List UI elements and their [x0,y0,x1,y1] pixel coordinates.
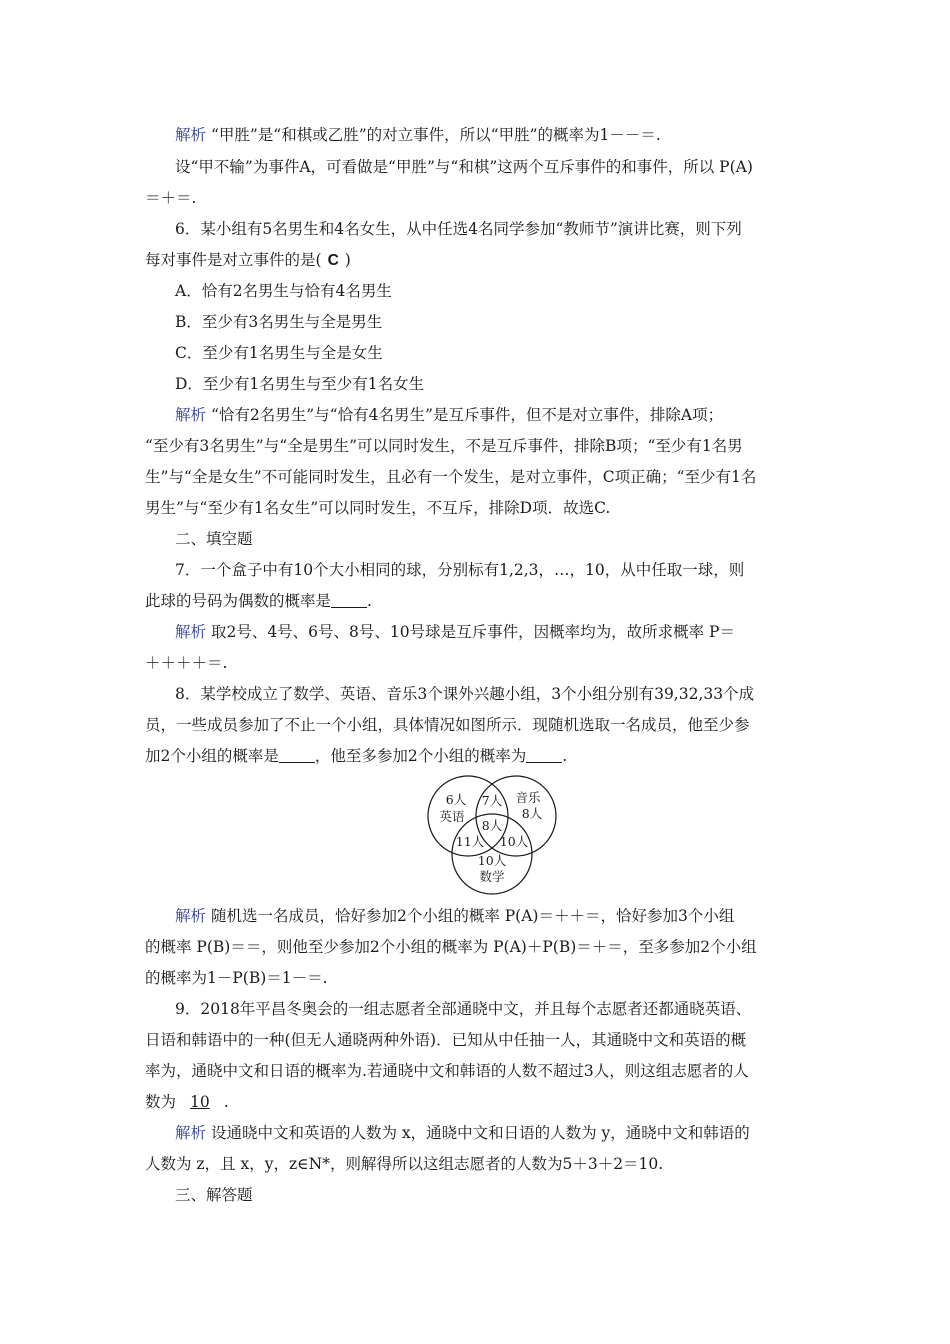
option-b: B．至少有3名男生与全是男生 [175,313,383,331]
text: 数为 [145,1093,177,1111]
question-9-line-3: 率为，通晓中文和日语的概率为.若通晓中文和韩语的人数不超过3人，则这组志愿者的人 [145,1062,749,1080]
jiexi-label: 解析 [175,126,207,144]
text: 取2号、4号、6号、8号、10号球是互斥事件，因概率均为，故所求概率 P＝ [210,623,735,641]
venn-diagram [420,770,565,900]
english-count: 6人 [445,792,467,807]
text: . [562,747,568,765]
option-a: A．恰有2名男生与恰有4名男生 [175,282,392,300]
text: 随机选一名成员，恰好参加2个小组的概率 P(A)＝＋＋＝，恰好参加3个小组 [210,907,735,925]
solution-5-line-3: ＝＋＝. [145,189,197,207]
text: 此球的号码为偶数的概率是 [145,592,332,610]
music-math-count: 10人 [499,834,529,849]
text: 每对事件是对立事件的是( [145,251,322,269]
text: . [367,592,372,610]
question-7-line-2 [145,590,810,612]
question-6-line-2 [145,249,810,272]
text: ) [344,251,351,269]
jiexi-label: 解析 [175,623,207,641]
solution-6-line-2: “至少有3名男生”与“全是男生”可以同时发生，不是互斥事件，排除B项；“至少有1名男 [145,437,743,455]
solution-5-line-2: 设“甲不输”为事件A，可看做是“甲胜”与“和棋”这两个互斥事件的和事件，所以 P(A) [175,158,753,176]
question-8-line-2: 员，一些成员参加了不止一个小组，具体情况如图所示．现随机选取一名成员，他至少参 [145,716,750,734]
question-8-line-3 [145,745,810,767]
math-label: 数学 [479,869,505,884]
question-8-line-1: 8．某学校成立了数学、英语、音乐3个课外兴趣小组，3个小组分别有39,32,33个成 [175,685,755,703]
music-count: 8人 [521,806,543,821]
question-9-line-4 [145,1091,810,1113]
option-c: C．至少有1名男生与全是女生 [175,344,383,362]
text: 设通晓中文和英语的人数为 x，通晓中文和日语的人数为 y，通晓中文和韩语的 [210,1124,750,1142]
text: “恰有2名男生”与“恰有4名男生”是互斥事件，但不是对立事件，排除A项； [210,406,724,424]
answer-blank [279,748,315,763]
question-9-line-1: 9．2018年平昌冬奥会的一组志愿者全部通晓中文，并且每个志愿者还都通晓英语、 [175,1000,752,1018]
jiexi-label: 解析 [175,406,207,424]
english-math-count: 11人 [455,834,485,849]
english-label: 英语 [439,809,465,824]
answer-blank [331,593,367,608]
question-7-line-1: 7．一个盒子中有10个大小相同的球，分别标有1,2,3，…，10，从中任取一球，则 [175,561,745,579]
music-label: 音乐 [515,790,541,805]
option-d: D．至少有1名男生与至少有1名女生 [175,375,425,393]
solution-5-line-1 [175,124,840,146]
answer-blank [526,748,562,763]
text: ，他至多参加2个小组的概率为 [314,747,527,765]
jiexi-label: 解析 [175,907,207,925]
question-9-line-2: 日语和韩语中的一种(但无人通晓两种外语)．已知从中任抽一人，其通晓中文和英语的概 [145,1031,747,1049]
section-heading-fill-in: 二、填空题 [175,530,253,548]
solution-7-line-1 [175,621,840,643]
text: 加2个小组的概率是 [145,747,279,765]
solution-6-line-1 [175,404,840,426]
center-count: 8人 [481,818,503,833]
solution-6-line-3: 生”与“全是女生”不可能同时发生，且必有一个发生，是对立事件，C项正确；“至少有1名 [145,468,757,486]
question-6-line-1: 6．某小组有5名男生和4名女生，从中任选4名同学参加“教师节”演讲比赛，则下列 [175,220,742,238]
english-music-count: 7人 [481,793,503,808]
math-count: 10人 [477,853,507,868]
solution-8-line-1 [175,905,840,927]
answer: C [327,252,339,269]
filled-answer: 10 [190,1093,210,1111]
solution-9-line-1 [175,1122,840,1144]
solution-8-line-3: 的概率为1－P(B)＝1－＝. [145,969,328,987]
solution-9-line-2: 人数为 z，且 x，y，z∈N*，则解得所以这组志愿者的人数为5＋3＋2＝10. [145,1155,664,1173]
text: “甲胜”是“和棋或乙胜”的对立事件，所以“甲胜”的概率为1－－＝. [210,126,661,144]
jiexi-label: 解析 [175,1124,207,1142]
section-heading-answer: 三、解答题 [175,1186,253,1204]
text: . [223,1093,229,1111]
solution-6-line-4: 男生”与“至少有1名女生”可以同时发生，不互斥，排除D项．故选C. [145,499,611,517]
solution-7-line-2: ＋＋＋＋＝. [145,654,228,672]
solution-8-line-2: 的概率 P(B)＝＝，则他至少参加2个小组的概率为 P(A)＋P(B)＝＋＝，至多参加2个小组 [145,938,757,956]
